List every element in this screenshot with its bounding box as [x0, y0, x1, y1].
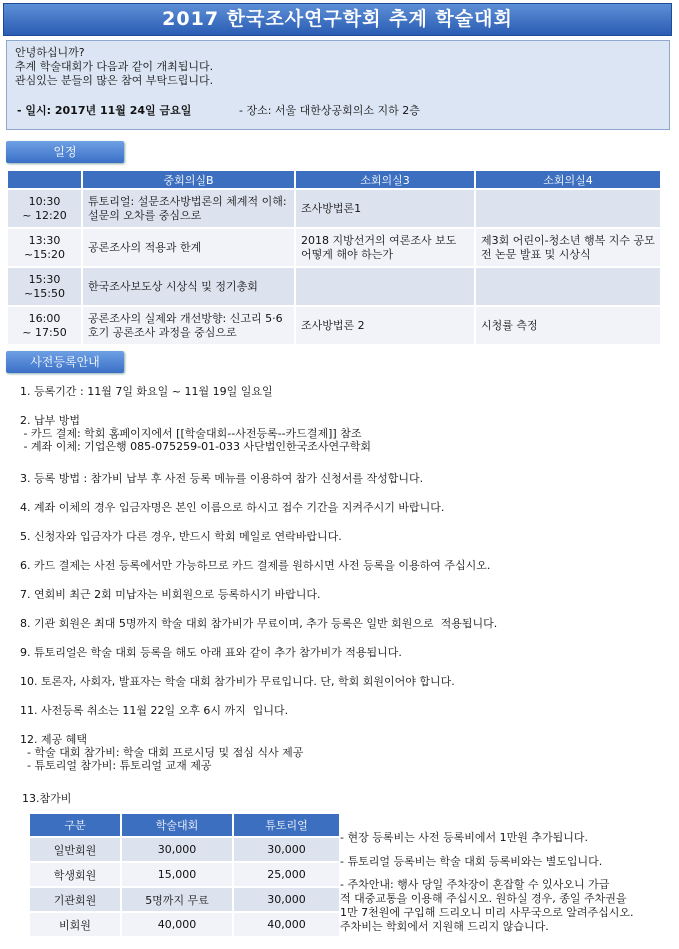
intro-line: 안녕하십니까? — [15, 46, 85, 59]
page-title: 2017 한국조사연구학회 추계 학술대회 — [3, 3, 672, 36]
fee-tutorial: 25,000 — [234, 863, 339, 886]
schedule-header-room-4: 소회의실4 — [476, 171, 660, 188]
fee-category: 비회원 — [30, 913, 120, 936]
schedule-room-b-session: 튜토리얼: 설문조사방법론의 체계적 이해: 설문의 오차를 중심으로 — [83, 190, 294, 227]
fee-row — [30, 863, 339, 886]
fee-category: 일반회원 — [30, 838, 120, 861]
onsite-fee-note: - 현장 등록비는 사전 등록비에서 1만원 추가됩니다. — [340, 831, 588, 844]
fee-tutorial: 40,000 — [234, 913, 339, 936]
schedule-room-b-session: 한국조사보도상 시상식 및 정기총회 — [83, 268, 294, 305]
schedule-room-b-session: 공론조사의 적용과 한계 — [83, 229, 294, 266]
notice-item: 9. 튜토리얼은 학술 대회 등록을 해도 아래 표와 같이 추가 참가비가 적용됩니다. — [20, 646, 402, 659]
notice-item: 3. 등록 방법 : 참가비 납부 후 사전 등록 메뉴를 이용하여 참가 신청서를 작성합니다. — [20, 472, 424, 485]
fee-conference: 30,000 — [122, 838, 232, 861]
schedule-room-4-session — [476, 268, 660, 305]
schedule-room-4-session: 제3회 어린이-청소년 행복 지수 공모전 논문 발표 및 시상식 — [476, 229, 660, 266]
event-location: - 장소: 서울 대한상공회의소 지하 2층 — [239, 104, 420, 117]
fee-label: 13.참가비 — [22, 792, 72, 805]
intro-line: 관심있는 분들의 많은 참여 부탁드립니다. — [15, 74, 214, 87]
notice-item: 6. 카드 결제는 사전 등록에서만 가능하므로 카드 결제를 원하시면 사전 등록을 이용하여 주십시오. — [20, 559, 491, 572]
schedule-table — [6, 169, 662, 346]
fee-category: 기관회원 — [30, 888, 120, 911]
fee-conference: 40,000 — [122, 913, 232, 936]
schedule-room-3-session: 조사방법론1 — [296, 190, 474, 227]
schedule-row — [8, 307, 660, 344]
intro-box — [6, 40, 670, 130]
notice-item: 7. 연회비 최근 2회 미납자는 비회원으로 등록하시기 바랍니다. — [20, 588, 321, 601]
fee-row — [30, 838, 339, 861]
schedule-room-3-session: 2018 지방선거의 여론조사 보도 어떻게 해야 하는가 — [296, 229, 474, 266]
schedule-row — [8, 268, 660, 305]
schedule-time: 13:30 ~15:20 — [8, 229, 81, 266]
fee-header-conference: 학술대회 — [122, 814, 232, 836]
schedule-header-time — [8, 171, 81, 188]
fee-header-tutorial: 튜토리얼 — [234, 814, 339, 836]
fee-category: 학생회원 — [30, 863, 120, 886]
notice-item: 2. 납부 방법 - 카드 결제: 학회 홈페이지에서 [[학술대회--사전등록--카드결제]] 참조 - 계좌 이체: 기업은행 085-075259-01-033 사단법인한국조사연구학회 — [20, 414, 372, 453]
parking-note-line: 주차비는 학회에서 지원해 드리지 않습니다. — [340, 920, 549, 933]
fee-conference: 5명까지 무료 — [122, 888, 232, 911]
parking-note — [340, 878, 675, 934]
schedule-header-room-b: 중회의실B — [83, 171, 294, 188]
registration-section-tab: 사전등록안내 — [6, 351, 124, 373]
parking-note-line: 1만 7천원에 구입해 드리오니 미리 사무국으로 알려주십시오. — [340, 906, 634, 919]
schedule-time: 15:30 ~15:50 — [8, 268, 81, 305]
notice-item: 8. 기관 회원은 최대 5명까지 학술 대회 참가비가 무료이며, 추가 등록은 일반 회원으로 적용됩니다. — [20, 617, 498, 630]
schedule-header-room-3: 소회의실3 — [296, 171, 474, 188]
fee-header-category: 구분 — [30, 814, 120, 836]
notice-item: 12. 제공 혜택 - 학술 대회 참가비: 학술 대회 프로시딩 및 점심 식사 제공 - 튜토리얼 참가비: 튜토리얼 교재 제공 — [20, 733, 304, 772]
fee-tutorial: 30,000 — [234, 838, 339, 861]
schedule-room-3-session — [296, 268, 474, 305]
notice-item: 5. 신청자와 입금자가 다른 경우, 반드시 학회 메일로 연락바랍니다. — [20, 530, 342, 543]
fee-conference: 15,000 — [122, 863, 232, 886]
parking-note-line: 적 대중교통을 이용해 주십시오. 원하실 경우, 종일 주차권을 — [340, 892, 627, 905]
fee-row — [30, 888, 339, 911]
notice-item: 1. 등록기간 : 11월 7일 화요일 ~ 11월 19일 일요일 — [20, 385, 273, 398]
parking-note-line: - 주차안내: 행사 당일 주차장이 혼잡할 수 있사오니 가급 — [340, 878, 610, 891]
fee-row — [30, 913, 339, 936]
notice-item: 4. 계좌 이체의 경우 입금자명은 본인 이름으로 하시고 접수 기간을 지켜주시기 바랍니다. — [20, 501, 445, 514]
schedule-row — [8, 229, 660, 266]
notice-item: 10. 토론자, 사회자, 발표자는 학술 대회 참가비가 무료입니다. 단, 학회 회원이어야 합니다. — [20, 675, 455, 688]
schedule-room-4-session: 시청률 측정 — [476, 307, 660, 344]
schedule-row — [8, 190, 660, 227]
fee-tutorial: 30,000 — [234, 888, 339, 911]
schedule-room-3-session: 조사방법론 2 — [296, 307, 474, 344]
fee-table — [28, 812, 341, 938]
schedule-room-4-session — [476, 190, 660, 227]
schedule-time: 10:30 ~ 12:20 — [8, 190, 81, 227]
event-date: - 일시: 2017년 11월 24일 금요일 — [17, 104, 192, 117]
tutorial-fee-note: - 튜토리얼 등록비는 학술 대회 등록비와는 별도입니다. — [340, 855, 603, 868]
schedule-room-b-session: 공론조사의 실제와 개선방향: 신고리 5·6호기 공론조사 과정을 중심으로 — [83, 307, 294, 344]
schedule-time: 16:00 ~ 17:50 — [8, 307, 81, 344]
schedule-section-tab: 일정 — [6, 141, 124, 163]
intro-line: 추계 학술대회가 다음과 같이 개최됩니다. — [15, 60, 214, 73]
notice-item: 11. 사전등록 취소는 11월 22일 오후 6시 까지 입니다. — [20, 704, 289, 717]
